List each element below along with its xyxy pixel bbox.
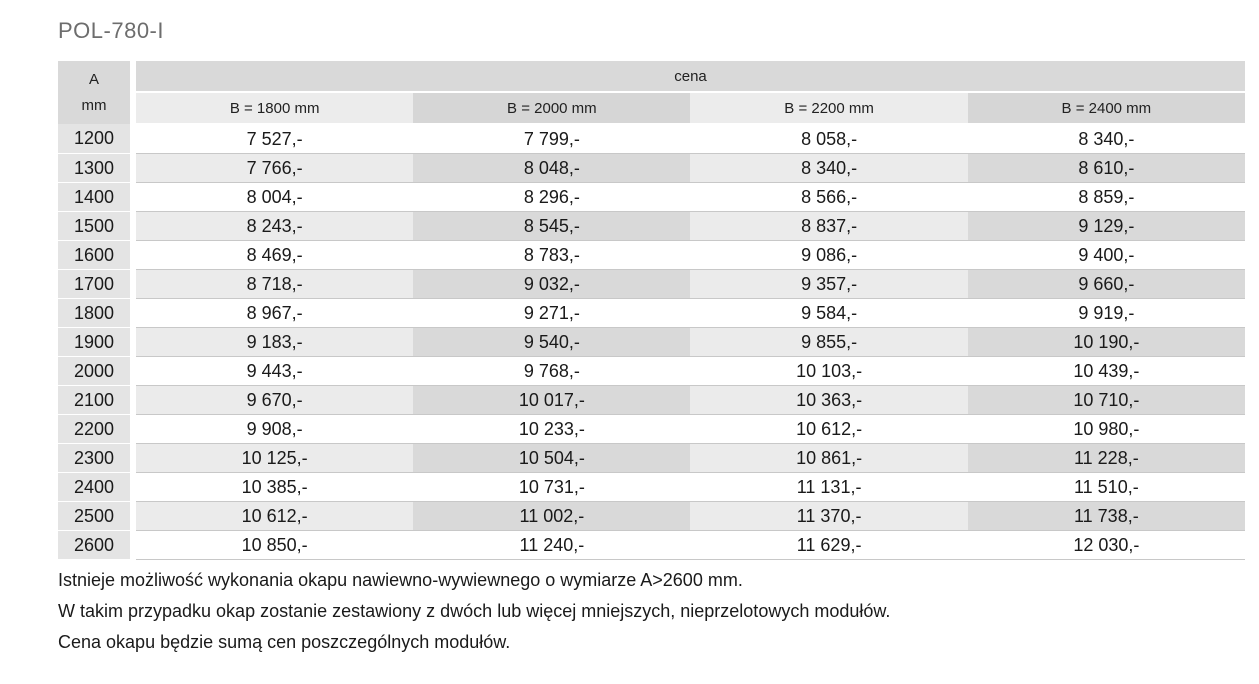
table-row [58, 415, 1245, 444]
price-cell: 8 783,- [413, 241, 690, 270]
price-table-wrapper [58, 61, 1245, 560]
price-cell: 10 385,- [136, 473, 413, 502]
table-row [58, 473, 1245, 502]
price-cell: 11 510,- [968, 473, 1245, 502]
price-cell: 10 731,- [413, 473, 690, 502]
a-value-cell: 1900 [58, 328, 130, 357]
price-cell: 10 363,- [690, 386, 967, 415]
a-value-cell: 1400 [58, 183, 130, 212]
table-row [58, 328, 1245, 357]
a-value-cell: 1700 [58, 270, 130, 299]
price-cell: 8 296,- [413, 183, 690, 212]
header-b-1800: B = 1800 mm [136, 92, 413, 124]
price-cell: 9 660,- [968, 270, 1245, 299]
header-b-2400: B = 2400 mm [968, 92, 1245, 124]
price-cell: 11 228,- [968, 444, 1245, 473]
a-value-cell: 1300 [58, 154, 130, 183]
price-cell: 10 980,- [968, 415, 1245, 444]
price-cell: 10 612,- [690, 415, 967, 444]
table-row [58, 270, 1245, 299]
price-cell: 10 103,- [690, 357, 967, 386]
note-line: Istnieje możliwość wykonania okapu nawiewno-wywiewnego o wymiarze A>2600 mm. [58, 570, 743, 590]
price-cell: 8 859,- [968, 183, 1245, 212]
price-cell: 9 919,- [968, 299, 1245, 328]
price-table-body [58, 124, 1245, 560]
a-value-cell: 2300 [58, 444, 130, 473]
price-cell: 8 058,- [690, 124, 967, 154]
price-cell: 8 967,- [136, 299, 413, 328]
price-cell: 9 584,- [690, 299, 967, 328]
note-line: W takim przypadku okap zostanie zestawiony z dwóch lub więcej mniejszych, nieprzelotowych modułów. [58, 601, 891, 621]
price-cell: 11 738,- [968, 502, 1245, 531]
price-table [58, 61, 1245, 560]
price-cell: 10 710,- [968, 386, 1245, 415]
price-cell: 9 908,- [136, 415, 413, 444]
a-value-cell: 2000 [58, 357, 130, 386]
table-row [58, 183, 1245, 212]
price-cell: 9 443,- [136, 357, 413, 386]
table-row [58, 299, 1245, 328]
a-value-cell: 2600 [58, 531, 130, 560]
price-cell: 7 527,- [136, 124, 413, 154]
price-cell: 12 030,- [968, 531, 1245, 560]
header-a-unit: mm [81, 96, 107, 114]
price-cell: 9 855,- [690, 328, 967, 357]
price-cell: 8 340,- [968, 124, 1245, 154]
price-cell: 10 850,- [136, 531, 413, 560]
table-row [58, 124, 1245, 154]
price-cell: 9 540,- [413, 328, 690, 357]
price-cell: 8 610,- [968, 154, 1245, 183]
table-row [58, 241, 1245, 270]
price-cell: 10 439,- [968, 357, 1245, 386]
price-cell: 9 357,- [690, 270, 967, 299]
a-value-cell: 2400 [58, 473, 130, 502]
header-a-label: A [89, 70, 100, 88]
price-cell: 10 233,- [413, 415, 690, 444]
price-cell: 8 566,- [690, 183, 967, 212]
price-cell: 8 048,- [413, 154, 690, 183]
notes [58, 565, 890, 658]
table-row [58, 154, 1245, 183]
a-value-cell: 2500 [58, 502, 130, 531]
price-cell: 10 504,- [413, 444, 690, 473]
price-cell: 10 125,- [136, 444, 413, 473]
table-row [58, 531, 1245, 560]
table-row [58, 357, 1245, 386]
price-cell: 10 861,- [690, 444, 967, 473]
a-value-cell: 1200 [58, 124, 130, 154]
price-cell: 8 243,- [136, 212, 413, 241]
a-value-cell: 1800 [58, 299, 130, 328]
price-cell: 9 670,- [136, 386, 413, 415]
price-cell: 8 004,- [136, 183, 413, 212]
price-cell: 10 017,- [413, 386, 690, 415]
price-cell: 11 002,- [413, 502, 690, 531]
a-value-cell: 2100 [58, 386, 130, 415]
price-cell: 11 240,- [413, 531, 690, 560]
table-row [58, 212, 1245, 241]
price-cell: 7 766,- [136, 154, 413, 183]
price-cell: 10 190,- [968, 328, 1245, 357]
price-cell: 8 837,- [690, 212, 967, 241]
price-cell: 9 271,- [413, 299, 690, 328]
price-cell: 9 032,- [413, 270, 690, 299]
price-cell: 9 129,- [968, 212, 1245, 241]
table-row [58, 502, 1245, 531]
price-cell: 8 718,- [136, 270, 413, 299]
header-b-2200: B = 2200 mm [690, 92, 967, 124]
a-value-cell: 1500 [58, 212, 130, 241]
a-value-cell: 1600 [58, 241, 130, 270]
price-cell: 8 469,- [136, 241, 413, 270]
header-cena: cena [136, 61, 1245, 92]
price-cell: 9 768,- [413, 357, 690, 386]
price-cell: 11 131,- [690, 473, 967, 502]
price-cell: 11 629,- [690, 531, 967, 560]
page-title: POL-780-I [58, 18, 164, 43]
price-cell: 7 799,- [413, 124, 690, 154]
price-cell: 8 545,- [413, 212, 690, 241]
a-value-cell: 2200 [58, 415, 130, 444]
table-row [58, 444, 1245, 473]
note-line: Cena okapu będzie sumą cen poszczególnych modułów. [58, 632, 511, 652]
price-cell: 11 370,- [690, 502, 967, 531]
price-cell: 10 612,- [136, 502, 413, 531]
table-row [58, 386, 1245, 415]
header-b-2000: B = 2000 mm [413, 92, 690, 124]
price-cell: 9 183,- [136, 328, 413, 357]
price-cell: 9 086,- [690, 241, 967, 270]
price-cell: 9 400,- [968, 241, 1245, 270]
header-a [58, 61, 130, 124]
price-cell: 8 340,- [690, 154, 967, 183]
